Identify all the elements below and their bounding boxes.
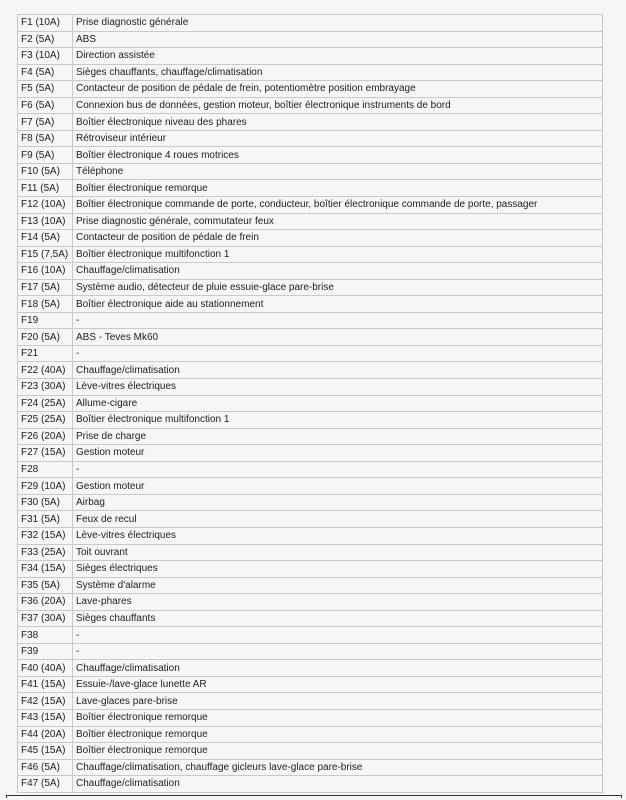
fuse-function-cell: Gestion moteur	[73, 478, 603, 495]
fuse-function-cell: -	[73, 312, 603, 329]
fuse-function-cell: Système d'alarme	[73, 577, 603, 594]
table-row	[18, 478, 603, 495]
fuse-id-cell: F35 (5A)	[18, 577, 73, 594]
fuse-id-cell: F10 (5A)	[18, 163, 73, 180]
fuse-id-cell: F18 (5A)	[18, 296, 73, 313]
fuse-id-cell: F45 (15A)	[18, 743, 73, 760]
fuse-id-cell: F22 (40A)	[18, 362, 73, 379]
table-row	[18, 561, 603, 578]
fuse-function-cell: Airbag	[73, 494, 603, 511]
table-row	[18, 64, 603, 81]
table-row	[18, 379, 603, 396]
fuse-table-body	[18, 15, 603, 793]
fuse-id-cell: F28	[18, 461, 73, 478]
table-row	[18, 345, 603, 362]
fuse-id-cell: F23 (30A)	[18, 379, 73, 396]
fuse-table	[17, 14, 603, 793]
table-row	[18, 213, 603, 230]
fuse-id-cell: F17 (5A)	[18, 279, 73, 296]
fuse-id-cell: F12 (10A)	[18, 197, 73, 214]
fuse-function-cell: Boîtier électronique 4 roues motrices	[73, 147, 603, 164]
fuse-id-cell: F21	[18, 345, 73, 362]
fuse-id-cell: F41 (15A)	[18, 676, 73, 693]
fuse-function-cell: -	[73, 461, 603, 478]
table-row	[18, 246, 603, 263]
fuse-function-cell: Téléphone	[73, 163, 603, 180]
table-row	[18, 263, 603, 280]
fuse-function-cell: Boîtier électronique remorque	[73, 709, 603, 726]
fuse-function-cell: Prise diagnostic générale, commutateur feux	[73, 213, 603, 230]
fuse-id-cell: F31 (5A)	[18, 511, 73, 528]
fuse-id-cell: F24 (25A)	[18, 395, 73, 412]
table-row	[18, 197, 603, 214]
fuse-function-cell: Sièges chauffants	[73, 610, 603, 627]
fuse-id-cell: F32 (15A)	[18, 527, 73, 544]
fuse-id-cell: F38	[18, 627, 73, 644]
table-row	[18, 544, 603, 561]
fuse-function-cell: Allume-cigare	[73, 395, 603, 412]
fuse-function-cell: Lève-vitres électriques	[73, 379, 603, 396]
table-row	[18, 130, 603, 147]
fuse-function-cell: Gestion moteur	[73, 445, 603, 462]
fuse-function-cell: Chauffage/climatisation	[73, 362, 603, 379]
table-row	[18, 527, 603, 544]
next-table-border	[6, 795, 622, 798]
table-row	[18, 445, 603, 462]
table-row	[18, 48, 603, 65]
table-row	[18, 312, 603, 329]
table-row	[18, 461, 603, 478]
fuse-function-cell: Boîtier électronique multifonction 1	[73, 246, 603, 263]
fuse-function-cell: Chauffage/climatisation	[73, 776, 603, 793]
fuse-id-cell: F39	[18, 643, 73, 660]
table-row	[18, 395, 603, 412]
fuse-id-cell: F27 (15A)	[18, 445, 73, 462]
table-row	[18, 643, 603, 660]
fuse-function-cell: Connexion bus de données, gestion moteur, boîtier électronique instruments de bord	[73, 97, 603, 114]
fuse-id-cell: F30 (5A)	[18, 494, 73, 511]
table-row	[18, 676, 603, 693]
fuse-function-cell: Chauffage/climatisation, chauffage gicleurs lave-glace pare-brise	[73, 759, 603, 776]
fuse-function-cell: Lave-phares	[73, 594, 603, 611]
table-row	[18, 97, 603, 114]
table-row	[18, 296, 603, 313]
table-row	[18, 329, 603, 346]
fuse-function-cell: Boîtier électronique multifonction 1	[73, 412, 603, 429]
fuse-function-cell: Direction assistée	[73, 48, 603, 65]
fuse-id-cell: F37 (30A)	[18, 610, 73, 627]
fuse-id-cell: F19	[18, 312, 73, 329]
fuse-id-cell: F29 (10A)	[18, 478, 73, 495]
fuse-function-cell: Toit ouvrant	[73, 544, 603, 561]
fuse-id-cell: F5 (5A)	[18, 81, 73, 98]
fuse-id-cell: F20 (5A)	[18, 329, 73, 346]
fuse-function-cell: Contacteur de position de pédale de frein, potentiomètre position embrayage	[73, 81, 603, 98]
fuse-id-cell: F34 (15A)	[18, 561, 73, 578]
table-row	[18, 726, 603, 743]
fuse-id-cell: F14 (5A)	[18, 230, 73, 247]
fuse-id-cell: F7 (5A)	[18, 114, 73, 131]
fuse-function-cell: Contacteur de position de pédale de frein	[73, 230, 603, 247]
fuse-id-cell: F43 (15A)	[18, 709, 73, 726]
fuse-id-cell: F16 (10A)	[18, 263, 73, 280]
fuse-id-cell: F46 (5A)	[18, 759, 73, 776]
fuse-function-cell: Rétroviseur intérieur	[73, 130, 603, 147]
table-row	[18, 610, 603, 627]
fuse-function-cell: Chauffage/climatisation	[73, 263, 603, 280]
fuse-function-cell: Chauffage/climatisation	[73, 660, 603, 677]
fuse-id-cell: F2 (5A)	[18, 31, 73, 48]
table-row	[18, 362, 603, 379]
fuse-id-cell: F36 (20A)	[18, 594, 73, 611]
fuse-function-cell: Prise diagnostic générale	[73, 15, 603, 32]
table-row	[18, 114, 603, 131]
fuse-id-cell: F13 (10A)	[18, 213, 73, 230]
table-row	[18, 594, 603, 611]
fuse-id-cell: F44 (20A)	[18, 726, 73, 743]
fuse-function-cell: ABS - Teves Mk60	[73, 329, 603, 346]
table-row	[18, 180, 603, 197]
fuse-id-cell: F47 (5A)	[18, 776, 73, 793]
fuse-function-cell: -	[73, 627, 603, 644]
fuse-id-cell: F3 (10A)	[18, 48, 73, 65]
fuse-id-cell: F6 (5A)	[18, 97, 73, 114]
fuse-function-cell: Lave-glaces pare-brise	[73, 693, 603, 710]
table-row	[18, 81, 603, 98]
fuse-function-cell: Sièges électriques	[73, 561, 603, 578]
fuse-id-cell: F11 (5A)	[18, 180, 73, 197]
table-row	[18, 577, 603, 594]
table-row	[18, 776, 603, 793]
fuse-function-cell: -	[73, 643, 603, 660]
fuse-function-cell: -	[73, 345, 603, 362]
fuse-function-cell: Boîtier électronique niveau des phares	[73, 114, 603, 131]
fuse-id-cell: F25 (25A)	[18, 412, 73, 429]
table-row	[18, 743, 603, 760]
fuse-function-cell: Boîtier électronique commande de porte, conducteur, boîtier électronique commande de porte, passager	[73, 197, 603, 214]
table-row	[18, 15, 603, 32]
fuse-id-cell: F9 (5A)	[18, 147, 73, 164]
table-row	[18, 627, 603, 644]
table-row	[18, 759, 603, 776]
fuse-id-cell: F4 (5A)	[18, 64, 73, 81]
table-row	[18, 709, 603, 726]
fuse-function-cell: Boîtier électronique remorque	[73, 180, 603, 197]
fuse-function-cell: Système audio, détecteur de pluie essuie-glace pare-brise	[73, 279, 603, 296]
table-row	[18, 511, 603, 528]
fuse-function-cell: Feux de recul	[73, 511, 603, 528]
fuse-id-cell: F26 (20A)	[18, 428, 73, 445]
fuse-id-cell: F40 (40A)	[18, 660, 73, 677]
fuse-id-cell: F42 (15A)	[18, 693, 73, 710]
table-row	[18, 412, 603, 429]
fuse-function-cell: Lève-vitres électriques	[73, 527, 603, 544]
fuse-function-cell: Sièges chauffants, chauffage/climatisation	[73, 64, 603, 81]
fuse-id-cell: F33 (25A)	[18, 544, 73, 561]
fuse-id-cell: F8 (5A)	[18, 130, 73, 147]
table-row	[18, 279, 603, 296]
table-row	[18, 428, 603, 445]
table-row	[18, 163, 603, 180]
table-row	[18, 31, 603, 48]
table-row	[18, 693, 603, 710]
fuse-function-cell: Essuie-/lave-glace lunette AR	[73, 676, 603, 693]
fuse-function-cell: Prise de charge	[73, 428, 603, 445]
fuse-function-cell: ABS	[73, 31, 603, 48]
fuse-id-cell: F1 (10A)	[18, 15, 73, 32]
fuse-function-cell: Boîtier électronique aide au stationnement	[73, 296, 603, 313]
fuse-function-cell: Boîtier électronique remorque	[73, 743, 603, 760]
table-row	[18, 230, 603, 247]
table-row	[18, 660, 603, 677]
fuse-function-cell: Boîtier électronique remorque	[73, 726, 603, 743]
fuse-id-cell: F15 (7,5A)	[18, 246, 73, 263]
table-row	[18, 494, 603, 511]
table-row	[18, 147, 603, 164]
